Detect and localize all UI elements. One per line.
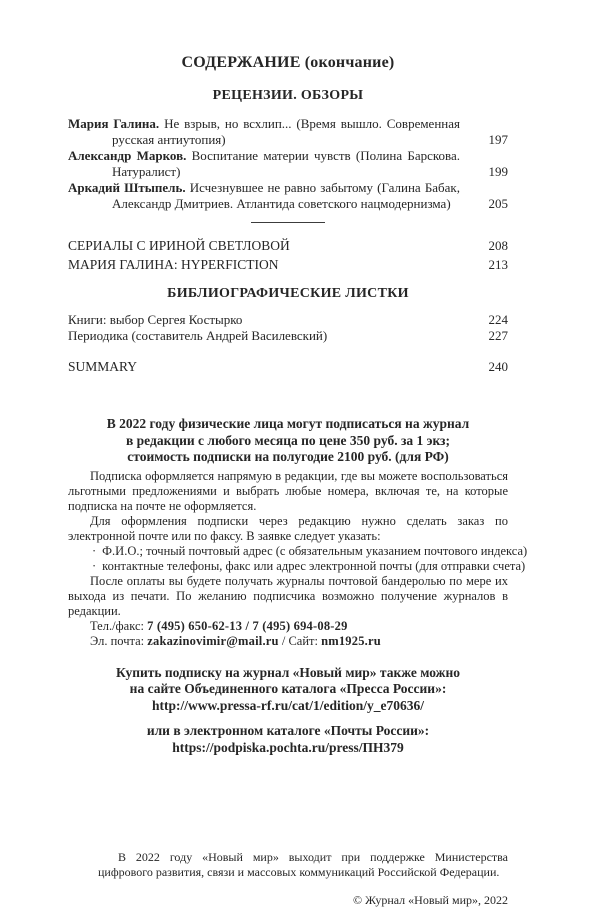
email-label: Эл. почта: — [90, 633, 145, 648]
toc-entry — [68, 180, 508, 212]
toc-entry-author: Мария Галина. — [68, 116, 160, 131]
phone-contact-line — [68, 619, 508, 634]
subscription-paragraph: После оплаты вы будете получать журналы почтовой бандеролью по мере их выхода из печати. По желанию подписчика возможно получение журналов в редакции. — [68, 573, 508, 618]
toc-entry-page-number: 208 — [488, 238, 508, 253]
toc-entry-text — [68, 180, 508, 212]
section-heading-bibliography: БИБЛИОГРАФИЧЕСКИЕ ЛИСТКИ — [167, 286, 409, 301]
section-heading-reviews: РЕЦЕНЗИИ. ОБЗОРЫ — [212, 88, 364, 103]
phone-label: Тел./факс: — [90, 618, 144, 633]
section-divider — [251, 222, 325, 223]
email-address: zakazinovimir@mail.ru — [147, 633, 279, 648]
toc-entry-author: Александр Марков. — [68, 148, 187, 163]
copyright-line: © Журнал «Новый мир», 2022 — [353, 893, 508, 907]
toc-entry-page-number: 227 — [488, 328, 508, 343]
toc-entry-author: Аркадий Штыпель. — [68, 180, 186, 195]
toc-entry-title: СЕРИАЛЫ С ИРИНОЙ СВЕТЛОВОЙ — [68, 238, 290, 253]
site-address: nm1925.ru — [321, 633, 381, 648]
subscription-paragraph: Для оформления подписки через редакцию нужно сделать заказ по электронной почте или по факсу. В заявке следует указать: — [68, 513, 508, 543]
toc-entry-title: Книги: выбор Сергея Костырко — [68, 312, 243, 327]
contact-separator: / — [281, 633, 286, 648]
toc-entry — [68, 312, 508, 328]
toc-entry — [68, 255, 508, 274]
subscription-paragraph: Подписка оформляется напрямую в редакции, где вы можете воспользоваться льготными предложениями и выбрать любые номера, включая те, на которые подписка на почте не оформляется. — [68, 468, 508, 513]
toc-entry-title: Воспитание материи чувств (Полина Барскова. Натуралист) — [112, 148, 461, 179]
bullet-dot-icon: · — [92, 558, 97, 573]
toc-entry-page-number: 213 — [488, 257, 508, 272]
subscription-bullet-item — [68, 558, 526, 574]
pressa-rossii-url: http://www.pressa-rf.ru/cat/1/edition/y_e70636/ — [152, 697, 424, 713]
toc-entry-page-number: 205 — [488, 196, 508, 211]
buy-subscription-block — [68, 665, 508, 757]
ministry-support-note: В 2022 году «Новый мир» выходит при поддержке Министерства цифрового развития, связи и массовых коммуникаций Российской Федерации. — [98, 850, 508, 879]
toc-entry-text — [68, 236, 508, 255]
subscription-promo-block — [68, 416, 508, 466]
toc-entry — [68, 236, 508, 255]
phone-numbers: 7 (495) 650-62-13 / 7 (495) 694-08-29 — [147, 618, 348, 633]
toc-entry-title: Периодика (составитель Андрей Василевский) — [68, 328, 328, 343]
bullet-dot-icon: · — [92, 543, 97, 558]
toc-entry-page-number: 224 — [488, 312, 508, 327]
toc-entry-title: МАРИЯ ГАЛИНА: HYPERFICTION — [68, 257, 279, 272]
email-contact-line — [68, 634, 508, 649]
pochta-rossii-url: https://podpiska.pochta.ru/press/ПН379 — [172, 739, 404, 755]
toc-entry-page-number: 240 — [488, 359, 508, 374]
toc-entry-summary — [68, 357, 508, 376]
toc-entry-title: SUMMARY — [68, 359, 138, 374]
toc-entry-text — [68, 328, 508, 344]
promo-line: стоимость подписки на полугодие 2100 руб. (для РФ) — [127, 449, 449, 464]
page-footer — [98, 850, 508, 908]
promo-line: в редакции с любого месяца по цене 350 руб. за 1 экз; — [126, 432, 450, 448]
bullet-text: Ф.И.О.; точный почтовый адрес (с обязательным указанием почтового индекса) — [102, 543, 528, 558]
toc-entry-page-number: 199 — [488, 164, 508, 179]
toc-entry — [68, 328, 508, 344]
page-title: СОДЕРЖАНИЕ (окончание) — [181, 54, 395, 71]
toc-entry-title: Исчезнувшее не равно забытому (Галина Бабак, Александр Дмитриев. Атлантида советского нацмодернизма) — [112, 180, 461, 211]
buy-line: или в электронном каталоге «Почты России»: — [146, 723, 430, 738]
subscription-bullet-item — [68, 543, 528, 559]
toc-entry-page-number: 197 — [488, 132, 508, 147]
toc-entry-title: Не взрыв, но всхлип... (Время вышло. Современная русская антиутопия) — [112, 116, 460, 147]
bullet-text: контактные телефоны, факс или адрес электронной почты (для отправки счета) — [102, 558, 526, 573]
toc-entry-text — [68, 312, 508, 328]
toc-entry-text — [68, 255, 508, 274]
buy-line: Купить подписку на журнал «Новый мир» также можно — [116, 664, 460, 680]
toc-entry-text — [68, 148, 508, 180]
promo-line: В 2022 году физические лица могут подписаться на журнал — [106, 416, 470, 431]
toc-entry-text — [68, 357, 508, 376]
buy-line: на сайте Объединенного каталога «Пресса России»: — [129, 681, 447, 696]
toc-entry — [68, 148, 508, 180]
toc-entry — [68, 116, 508, 148]
toc-entry-text — [68, 116, 508, 148]
site-label: Сайт: — [288, 633, 318, 648]
